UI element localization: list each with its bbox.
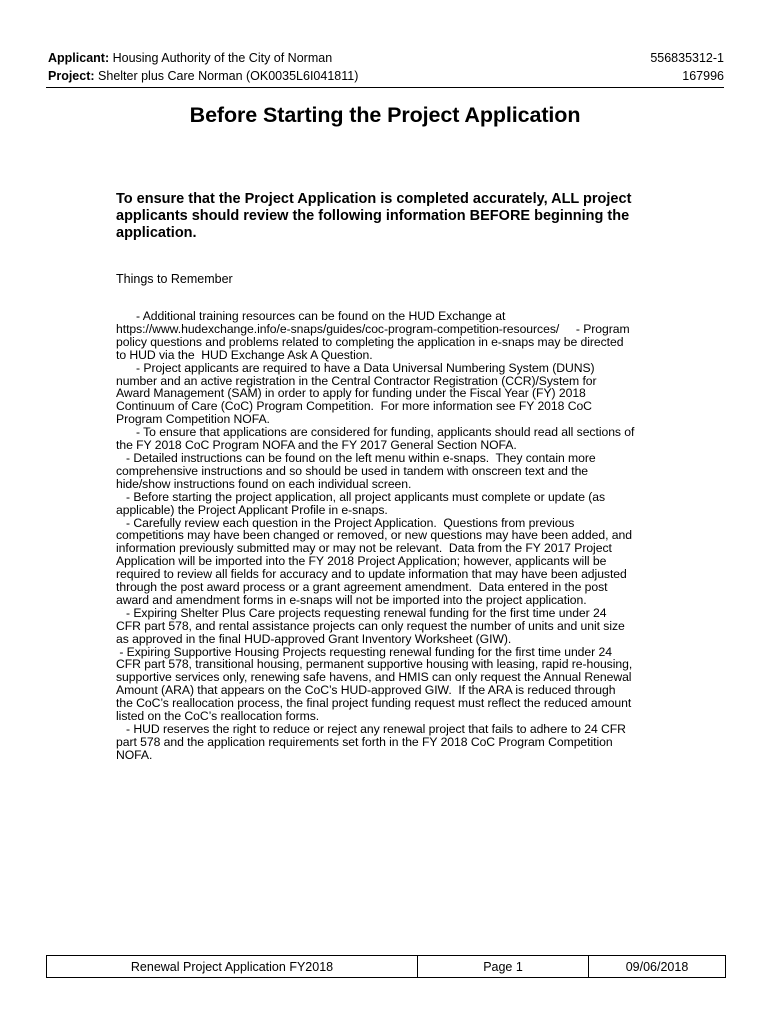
- body-line: https://www.hudexchange.info/e-snaps/guides/coc-program-competition-resources/ - Program: [116, 321, 630, 336]
- body-line: listed on the CoC’s reallocation forms.: [116, 709, 320, 724]
- body-line: award and amendment forms in e-snaps will not be imported into the project application.: [116, 592, 587, 607]
- intro-text: To ensure that the Project Application is completed accurately, ALL project applicants should review the following information BEFORE beginning the application.: [116, 191, 632, 241]
- applicant-label: Applicant:: [48, 51, 110, 65]
- body-line: NOFA.: [116, 747, 153, 762]
- body-line: - Before starting the project application, all project applicants must complete or update (as: [116, 489, 606, 504]
- project-info: [48, 67, 358, 85]
- body-line: Award Management (SAM) in order to apply for funding under the Fiscal Year (FY) 2018: [116, 386, 586, 401]
- body-line: policy questions and problems related to completing the application in e-snaps may be directed: [116, 334, 624, 349]
- body-line: CFR part 578, transitional housing, permanent supportive housing with leasing, rapid re-housing,: [116, 657, 633, 672]
- body-line: as approved in the final HUD-approved Grant Inventory Worksheet (GIW).: [116, 631, 512, 646]
- body-line: Program Competition NOFA.: [116, 412, 270, 427]
- things-heading: Things to Remember: [116, 272, 233, 286]
- page-header: [48, 49, 724, 85]
- project-id: 167996: [682, 69, 724, 83]
- body-line: comprehensive instructions and so should be used in tandem with onscreen text and the: [116, 463, 589, 478]
- body-line: - Detailed instructions can be found on the left menu within e-snaps. They contain more: [116, 450, 596, 465]
- body-line: - Additional training resources can be found on the HUD Exchange at: [116, 309, 506, 323]
- body-line: - Project applicants are required to have a Data Universal Numbering System (DUNS): [116, 360, 595, 375]
- body-line: - Carefully review each question in the Project Application. Questions from previous: [116, 515, 575, 530]
- applicant-info: [48, 49, 332, 67]
- body-line: information previously submitted may or may not be relevant. Data from the FY 2017 Project: [116, 541, 612, 556]
- body-line: part 578 and the application requirements set forth in the FY 2018 CoC Program Competition: [116, 734, 613, 749]
- header-divider: [46, 87, 724, 88]
- body-line: Amount (ARA) that appears on the CoC’s HUD-approved GIW. If the ARA is reduced through: [116, 683, 616, 698]
- project-name: Shelter plus Care Norman (OK0035L6I041811): [98, 69, 359, 83]
- body-line: Application will be imported into the FY 2018 Project Application; however, applicants will be: [116, 554, 607, 569]
- body-line: - To ensure that applications are considered for funding, applicants should read all sections of: [116, 425, 635, 440]
- body-line: number and an active registration in the Central Contractor Registration (CCR)/System for: [116, 373, 597, 388]
- body-line: the CoC’s reallocation process, the final project funding request must reflect the reduced amount: [116, 696, 632, 711]
- instructions-body: [116, 310, 661, 762]
- applicant-row: [48, 49, 724, 67]
- body-line: competitions may have been changed or removed, or new questions may have been added, and: [116, 528, 632, 543]
- body-line: - Expiring Supportive Housing Projects requesting renewal funding for the first time under 24: [116, 644, 612, 659]
- body-line: applicable) the Project Applicant Profile in e-snaps.: [116, 502, 388, 517]
- body-line: the FY 2018 CoC Program NOFA and the FY 2017 General Section NOFA.: [116, 438, 517, 453]
- body-line: hide/show instructions found on each individual screen.: [116, 476, 412, 491]
- applicant-id: 556835312-1: [650, 51, 724, 65]
- body-line: - Expiring Shelter Plus Care projects requesting renewal funding for the first time under 24: [116, 605, 607, 620]
- body-line: required to review all fields for accuracy and to update information that may have been adjusted: [116, 567, 627, 582]
- body-line: to HUD via the HUD Exchange Ask A Question.: [116, 347, 373, 362]
- body-line: through the post award process or a grant agreement amendment. Data entered in the post: [116, 580, 608, 595]
- footer-date: 09/06/2018: [625, 959, 689, 974]
- body-line: supportive services only, renewing safe havens, and HMIS can only request the Annual Renewal: [116, 670, 632, 685]
- page-footer: [46, 955, 726, 978]
- project-row: [48, 67, 724, 85]
- body-line: CFR part 578, and rental assistance projects can only request the number of units and unit size: [116, 618, 625, 633]
- body-line: Continuum of Care (CoC) Program Competition. For more information see FY 2018 CoC: [116, 399, 592, 414]
- applicant-name: Housing Authority of the City of Norman: [112, 51, 333, 65]
- footer-application: Renewal Project Application FY2018: [47, 956, 418, 977]
- project-label: Project:: [48, 69, 95, 83]
- footer-page: Page 1: [418, 956, 589, 977]
- page-title: Before Starting the Project Application: [189, 103, 581, 127]
- body-line: - HUD reserves the right to reduce or reject any renewal project that fails to adhere to 24 CFR: [116, 722, 626, 736]
